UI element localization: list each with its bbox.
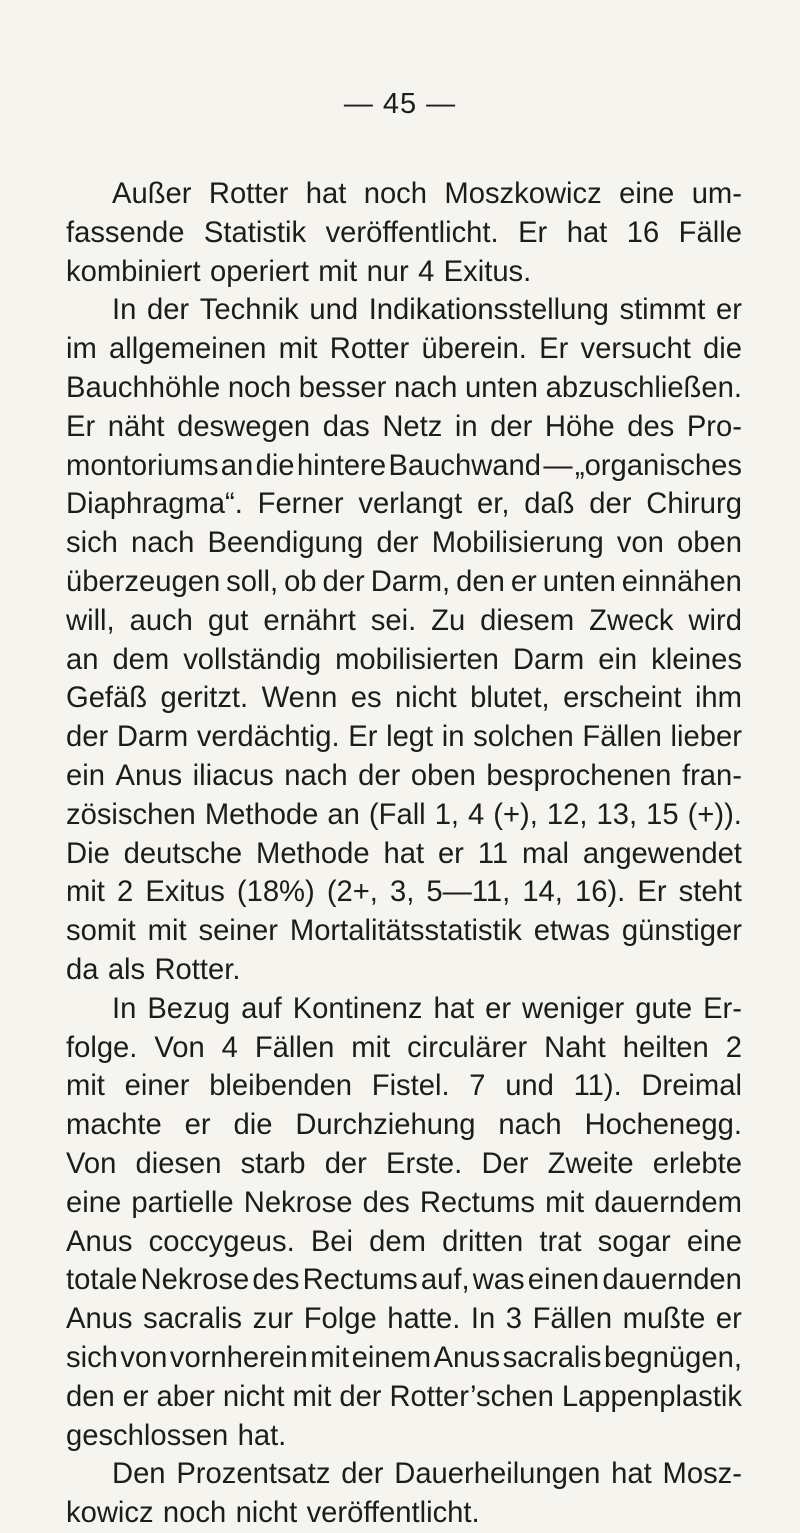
text-line: Anus coccygeus. Bei dem dritten trat sogar eine xyxy=(66,1225,742,1258)
text-line: In der Technik und Indikationsstellung stimmt er xyxy=(112,294,742,327)
text-line: fassende Statistik veröffentlicht. Er hat 16 Fälle xyxy=(66,216,742,249)
paragraph xyxy=(66,990,742,1456)
text-line: zösischen Methode an (Fall 1, 4 (+), 12, 13, 15 (+)). xyxy=(66,798,742,831)
text-line: folge. Von 4 Fällen mit circulärer Naht heilten 2 xyxy=(66,1031,742,1064)
text-line: Er näht deswegen das Netz in der Höhe des Pro- xyxy=(66,410,742,443)
text-line: mit einer bleibenden Fistel. 7 und 11). Dreimal xyxy=(66,1070,742,1103)
paragraph xyxy=(66,1455,742,1533)
text-line: Den Prozentsatz der Dauerheilungen hat Mosz- xyxy=(112,1458,742,1491)
page-number: — 45 — xyxy=(343,88,457,120)
text-line: montoriums an die hintere Bauchwand — „organisches xyxy=(66,449,742,482)
text-line: Diaphragma“. Ferner verlangt er, daß der Chirurg xyxy=(66,488,742,521)
text-line: geschlossen hat. xyxy=(66,1419,287,1452)
text-line: eine partielle Nekrose des Rectums mit dauerndem xyxy=(66,1186,742,1219)
text-line: will, auch gut ernährt sei. Zu diesem Zweck wird xyxy=(66,604,742,637)
text-line: kowicz noch nicht veröffentlicht. xyxy=(66,1497,480,1530)
text-line: ein Anus iliacus nach der oben besprochenen fran- xyxy=(66,759,742,792)
text-line: totale Nekrose des Rectums auf, was einen dauernden xyxy=(66,1264,742,1297)
paragraph xyxy=(66,175,742,291)
paragraph xyxy=(66,291,742,989)
text-line: sich von vornherein mit einem Anus sacralis begnügen, xyxy=(66,1341,742,1374)
text-line: im allgemeinen mit Rotter überein. Er versucht die xyxy=(66,333,742,366)
text-line: an dem vollständig mobilisierten Darm ein kleines xyxy=(66,643,742,676)
text-line: Gefäß geritzt. Wenn es nicht blutet, erscheint ihm xyxy=(66,682,742,715)
text-line: Außer Rotter hat noch Moszkowicz eine um- xyxy=(112,178,742,210)
body-text xyxy=(66,175,742,1533)
text-line: machte er die Durchziehung nach Hochenegg. xyxy=(66,1109,742,1142)
text-line: Bauchhöhle noch besser nach unten abzuschließen. xyxy=(66,371,742,404)
text-line: mit 2 Exitus (18%) (2+, 3, 5—11, 14, 16). Er steht xyxy=(66,876,742,909)
text-line: Die deutsche Methode hat er 11 mal angewendet xyxy=(66,837,742,870)
text-line: kombiniert operiert mit nur 4 Exitus. xyxy=(66,255,532,288)
text-line: überzeugen soll, ob der Darm, den er unten einnähen xyxy=(66,565,742,598)
text-line: In Bezug auf Kontinenz hat er weniger gute Er- xyxy=(112,992,742,1025)
text-line: somit mit seiner Mortalitätsstatistik etwas günstiger xyxy=(66,915,742,948)
text-line: Anus sacralis zur Folge hatte. In 3 Fällen mußte er xyxy=(66,1303,742,1336)
text-line: der Darm verdächtig. Er legt in solchen Fällen lieber xyxy=(66,721,742,754)
text-line: Von diesen starb der Erste. Der Zweite erlebte xyxy=(66,1147,742,1180)
text-line: den er aber nicht mit der Rotter’schen Lappenplastik xyxy=(66,1380,742,1413)
text-line: da als Rotter. xyxy=(66,953,241,986)
text-line: sich nach Beendigung der Mobilisierung von oben xyxy=(66,527,742,560)
